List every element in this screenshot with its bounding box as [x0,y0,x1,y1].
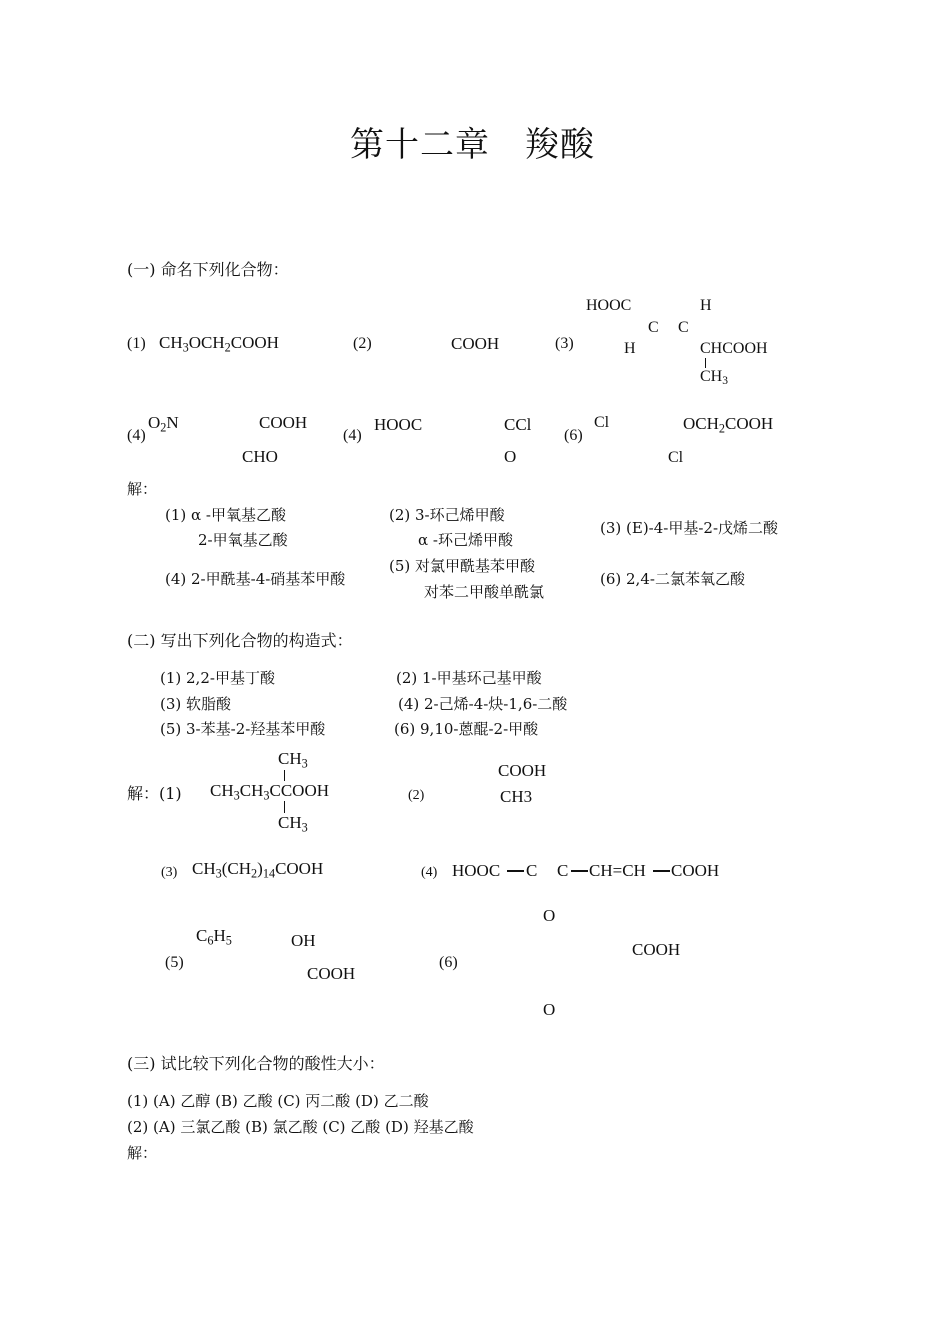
compound-5-number: (4) [343,427,362,444]
compound-5-hooc: HOOC [374,415,423,434]
structure-1-main-chain: $CH_3CH_3CCOOH$ [210,781,330,803]
structure-4-hooc: HOOC [452,861,501,880]
compound-4-o2n: $O_2N$ [148,413,179,435]
structure-6-o-top: O [543,906,556,925]
structure-4-cooh: COOH [671,861,720,880]
compound-1-number: (1) [127,335,146,352]
structure-2-cooh: COOH [498,761,547,780]
compound-4-number: (4) [127,427,146,444]
structure-6-o-bottom: O [543,1000,556,1019]
compound-5-ccl: CCl [504,415,532,434]
compound-4-cho: CHO [242,447,278,466]
structure-2-ch3: CH3 [500,787,533,806]
page-title: 第十二章 羧酸 [350,125,595,165]
answer-2-line-2: α -环己烯甲酸 [418,531,513,549]
structure-1-bond-bottom [284,801,285,813]
section-3-heading: (三) 试比较下列化合物的酸性大小： [127,1054,385,1073]
structure-5-number: (5) [165,954,184,971]
structure-2-number: (2) [408,788,425,803]
compound-1-formula: $CH_3OCH_2COOH$ [159,333,279,355]
structure-5-c6h5: $C_6H_5$ [196,926,232,948]
section-1-heading: (一) 命名下列化合物： [127,260,289,279]
structure-1-ch3-top: $CH_3$ [278,749,308,771]
compound-5-o: O [504,447,517,466]
compound-2-number: (2) [353,335,372,352]
answer-5-line-2: 对苯二甲酸单酰氯 [424,583,545,601]
answer-3: (3) (E)-4-甲基-2-戊烯二酸 [600,519,779,537]
question-3: (3) 软脂酸 [160,695,232,713]
structure-5-oh: OH [291,931,316,950]
compound-6-och2cooh: $OCH_2COOH$ [683,414,774,436]
compound-3-ch3: $CH_3$ [700,368,728,388]
compound-3-number: (3) [555,335,574,352]
structure-3-number: (3) [161,865,178,880]
structure-4-bond-3 [653,870,670,872]
answer-6: (6) 2,4-二氯苯氧乙酸 [600,570,745,588]
structure-6-cooh: COOH [632,940,681,959]
compound-6-cl-bottom: Cl [668,449,684,466]
compound-4-cooh: COOH [259,413,308,432]
compound-3-h-top: H [700,297,712,314]
structure-4-c2: C [557,861,569,880]
question-1: (1) 2,2-甲基丁酸 [160,669,275,687]
question-6: (6) 9,10-蒽醌-2-甲酸 [394,720,539,738]
compound-3-c-right: C [678,319,689,336]
structure-1-ch3-bottom: $CH_3$ [278,813,308,835]
structure-4-bond-2 [571,870,588,872]
structure-4-chch: CH=CH [589,861,646,880]
compound-2-cooh: COOH [451,334,500,353]
question-3-1: (1) (A) 乙醇 (B) 乙酸 (C) 丙二酸 (D) 乙二酸 [127,1092,429,1110]
structure-4-c1: C [526,861,538,880]
compound-3-hooc: HOOC [586,297,632,314]
structure-6-number: (6) [439,954,458,971]
answer-1-line-1: (1) α -甲氧基乙酸 [165,506,286,524]
answer-4: (4) 2-甲酰基-4-硝基苯甲酸 [165,570,346,588]
section-2-answer-label: 解：(1) [127,784,182,803]
compound-3-c-left: C [648,319,659,336]
question-3-2: (2) (A) 三氯乙酸 (B) 氯乙酸 (C) 乙酸 (D) 羟基乙酸 [127,1118,474,1136]
answer-1-line-2: 2-甲氧基乙酸 [198,531,288,549]
compound-6-cl-top: Cl [594,414,610,431]
answer-2-line-1: (2) 3-环己烯甲酸 [389,506,505,524]
section-2-heading: (二) 写出下列化合物的构造式： [127,631,353,650]
answer-5-line-1: (5) 对氯甲酰基苯甲酸 [389,557,536,575]
compound-3-chcooh: CHCOOH [700,340,768,357]
section-3-answer-label: 解： [127,1144,158,1162]
structure-4-bond-1 [507,870,524,872]
question-2: (2) 1-甲基环己基甲酸 [396,669,542,687]
section-1-answer-label: 解： [127,480,158,498]
question-4: (4) 2-己烯-4-炔-1,6-二酸 [398,695,568,713]
structure-4-number: (4) [421,865,438,880]
question-5: (5) 3-苯基-2-羟基苯甲酸 [160,720,326,738]
structure-5-cooh: COOH [307,964,356,983]
structure-1-bond-top [284,770,285,781]
structure-3-formula: $CH_3(CH_2)_{14}COOH$ [192,859,324,881]
compound-6-number: (6) [564,427,583,444]
compound-3-bond [705,358,706,368]
compound-3-h-bottom: H [624,340,636,357]
